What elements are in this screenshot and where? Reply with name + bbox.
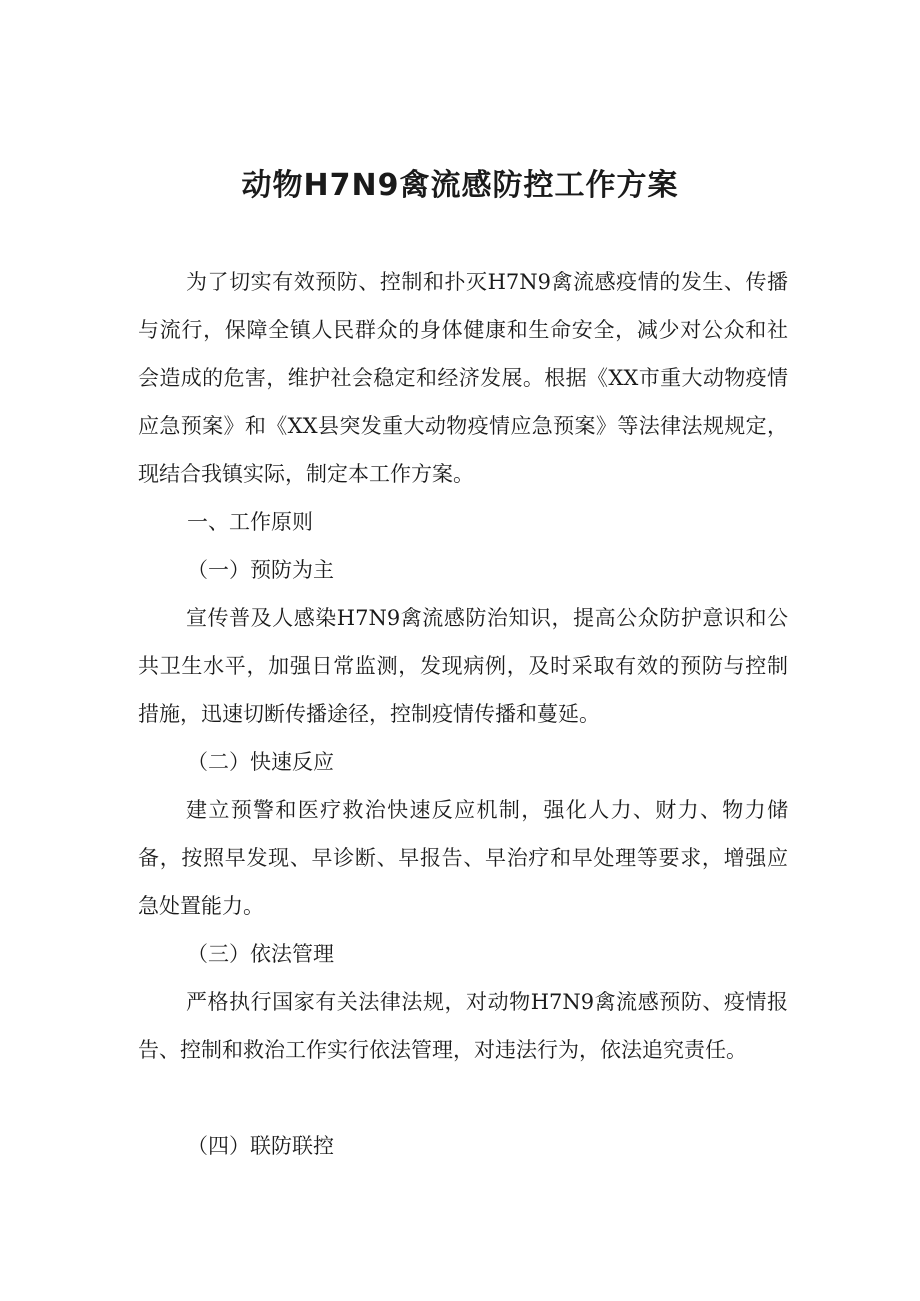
subsection-heading-rapid-response: （二）快速反应 <box>187 750 334 774</box>
document-title: 动物H7N9禽流感防控工作方案 <box>241 168 679 203</box>
subsection-heading-joint-control: （四）联防联控 <box>187 1134 334 1158</box>
intro-paragraph: 为了切实有效预防、控制和扑灭H7N9禽流感疫情的发生、传播与流行，保障全镇人民群众的身体健康和生命安全，减少对公众和社会造成的危害，维护社会稳定和经济发展。根据《XX市重大动物疫情应急预案》和《XX县突发重大动物疫情应急预案》等法律法规规定，现结合我镇实际，制定本工作方案。 <box>138 270 788 486</box>
subsection-heading-legal-management: （三）依法管理 <box>187 942 334 966</box>
rapid-response-paragraph-block <box>138 786 788 930</box>
section-heading-principles: 一、工作原则 <box>187 510 313 534</box>
prevention-paragraph: 宣传普及人感染H7N9禽流感防治知识，提高公众防护意识和公共卫生水平，加强日常监测，发现病例，及时采取有效的预防与控制措施，迅速切断传播途径，控制疫情传播和蔓延。 <box>138 606 788 726</box>
legal-management-paragraph: 严格执行国家有关法律法规，对动物H7N9禽流感预防、疫情报告、控制和救治工作实行依法管理，对违法行为，依法追究责任。 <box>138 990 788 1062</box>
subsection-heading-prevention: （一）预防为主 <box>187 558 334 582</box>
rapid-response-paragraph: 建立预警和医疗救治快速反应机制，强化人力、财力、物力储备，按照早发现、早诊断、早报告、早治疗和早处理等要求，增强应急处置能力。 <box>138 798 788 918</box>
prevention-paragraph-block <box>138 594 788 738</box>
legal-management-paragraph-block <box>138 978 788 1074</box>
intro-paragraph-block <box>138 258 788 498</box>
